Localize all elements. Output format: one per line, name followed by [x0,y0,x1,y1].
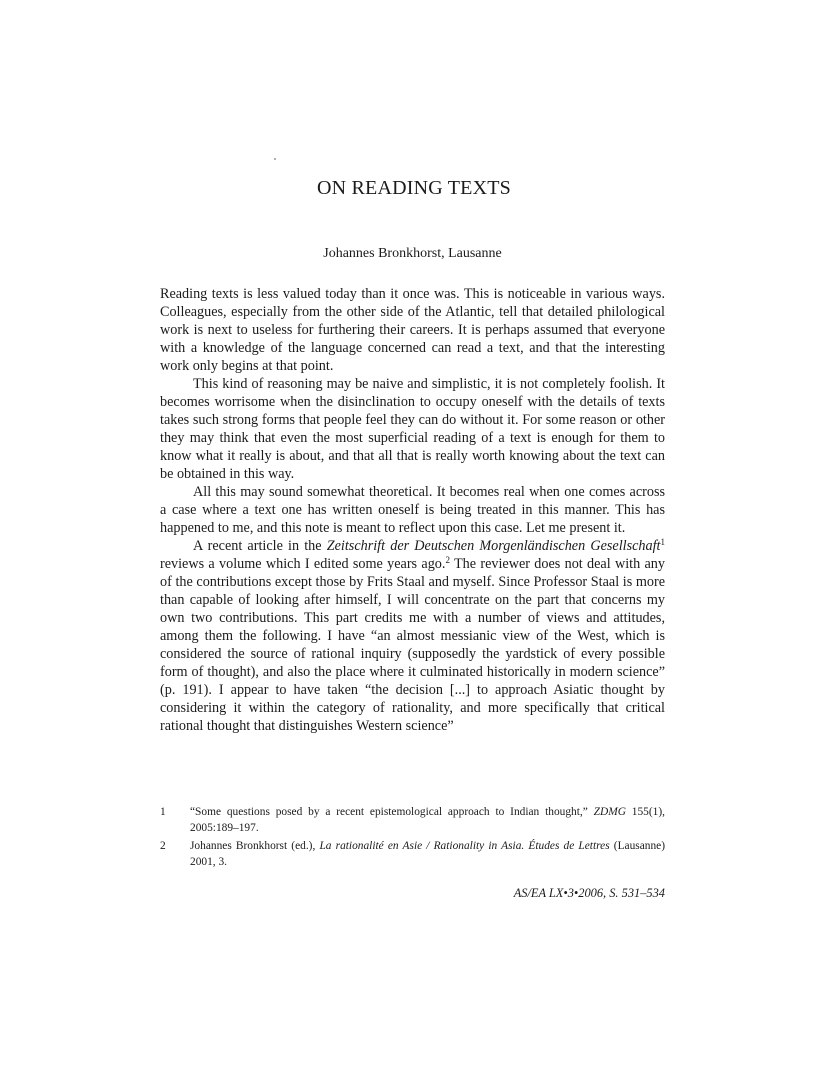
footnote-text-a: “Some questions posed by a recent epistemological approach to Indian thought,” [190,806,594,818]
author-line: Johannes Bronkhorst, Lausanne [323,246,502,261]
scan-speck [274,158,276,160]
journal-citation-footer: AS/EA LX•3•2006, S. 531–534 [513,886,665,900]
footnotes [160,805,665,873]
footnote-number: 2 [160,840,166,852]
paragraph-2: This kind of reasoning may be naive and simplistic, it is not completely foolish. It becomes worrisome when the disinclination to occupy oneself with the details of texts takes such strong forms that people feel they can do without it. For some reason or other they may think that even the most superficial reading of a text is enough for them to know what it really is about, and that all that is really worth knowing about the text can be obtained in this way. [160,376,665,482]
footnote-text [190,805,665,836]
article-body [160,285,665,735]
paragraph-1: Reading texts is less valued today than it once was. This is noticeable in various ways. Colleagues, especially from the other side of the Atlantic, tell that detailed philological work is next to useless for furthering their careers. It is perhaps assumed that everyone with a knowledge of the language concerned can read a text, and that the interesting work only begins at that point. [160,286,665,374]
paragraph-3: All this may sound somewhat theoretical. It becomes real when one comes across a case where a text one has written oneself is being treated in this manner. This has happened to me, and this note is meant to reflect upon this case. Let me present it. [160,484,665,536]
footnote-italic: La rationalité en Asie / Rationality in Asia. Études de Lettres [319,840,610,852]
footnote-text-b: (Lausanne) 2001, 3. [190,840,666,868]
paragraph-4-lead: A recent article in the [193,538,327,554]
footnote-1 [160,805,665,836]
footnote-italic: ZDMG [593,806,626,818]
article-title: ON READING TEXTS [317,177,511,199]
footnote-number: 1 [160,806,166,818]
footnote-ref-1[interactable]: 1 [660,537,665,547]
paragraph-4-rest: The reviewer does not deal with any of the contributions except those by Frits Staal and myself. Since Professor Staal is more than capable of looking after himself, I will concentrate on the part that concerns my own two contributions. This part credits me with a number of views and attitudes, among them the following. I have “an almost messianic view of the West, which is considered the source of rational inquiry (supposedly the yardstick of every possible form of thought), and also the place where it culminated historically in modern science” (p. 191). I appear to have taken “the decision [...] to approach Asiatic thought by considering it within the category of rationality, and more specifically that critical rational thought that distinguishes Western science” [160,556,665,734]
paragraph-4 [160,537,665,735]
footnote-text [190,839,665,870]
journal-name: Zeitschrift der Deutschen Morgenländischen Gesellschaft [326,538,661,554]
footnote-2 [160,839,665,870]
footnote-ref-2[interactable]: 2 [445,555,450,565]
footnote-text-b: 155(1), 2005:189–197. [190,806,665,834]
paragraph-4-mid: reviews a volume which I edited some years ago. [160,556,446,572]
footnote-text-a: Johannes Bronkhorst (ed.), [190,840,320,852]
